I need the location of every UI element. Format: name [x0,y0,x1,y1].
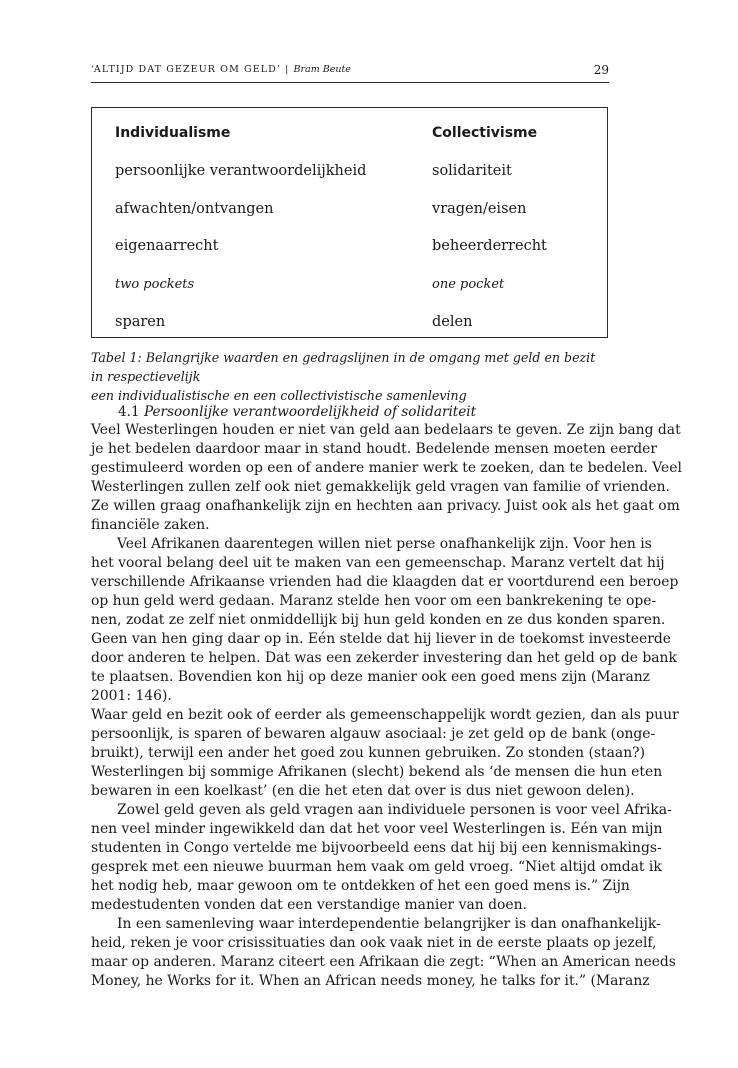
body-line: nen veel minder ingewikkeld dan dat het voor veel Westerlingen is. Eén van mijn [91,821,663,837]
body-line: Veel Westerlingen houden er niet van geld aan bedelaars te geven. Ze zijn bang dat [91,422,681,438]
body-line: te plaatsen. Bovendien kon hij op deze manier ook een goed mens zijn (Maranz [91,669,650,685]
body-line: Westerlingen bij sommige Afrikanen (slecht) bekend als ‘de mensen die hun eten [91,764,663,780]
body-line: verschillende Afrikaanse vrienden had die klaagden dat er voortdurend een beroep [91,574,679,590]
body-line: door anderen te helpen. Dat was een zekerder investering dan het geld op de bank [91,650,677,666]
table-cell-left: eigenaarrecht [115,238,219,254]
table-cell-left: sparen [115,314,166,330]
body-line: Zowel geld geven als geld vragen aan individuele personen is voor veel Afrika- [117,802,672,818]
body-line: Money, he Works for it. When an African needs money, he talks for it.” (Maranz [91,973,650,989]
body-line: Waar geld en bezit ook of eerder als gemeenschappelijk wordt gezien, dan als puur [91,707,679,723]
table-cell-right: beheerderrecht [432,238,547,254]
table-cell-left: afwachten/ontvangen [115,201,274,217]
table-caption [91,348,611,405]
body-line: In een samenleving waar interdependentie belangrijker is dan onafhankelijk- [117,916,661,932]
body-line: bewaren in een koelkast’ (en die het eten dat over is dus niet gewoon delen). [91,783,635,799]
caption-line: een individualistische en een collectivistische samenleving [91,388,467,403]
body-line: maar op anderen. Maranz citeert een Afrikaan die zegt: “When an American needs [91,954,676,970]
table-cell-left: two pockets [115,277,195,292]
body-line: op hun geld werd gedaan. Maranz stelde hen voor om een bankrekening te ope- [91,593,657,609]
body-line: financiële zaken. [91,517,210,533]
table-cell-left: persoonlijke verantwoordelijkheid [115,163,367,179]
table-cell-right: vragen/eisen [432,201,527,217]
body-line: Westerlingen zullen zelf ook niet gemakkelijk geld vragen van familie of vrienden. [91,479,670,495]
body-line: medestudenten vonden dat een verstandige manier van doen. [91,897,527,913]
body-line: Ze willen graag onafhankelijk zijn en hechten aan privacy. Juist ook als het gaat om [91,498,680,514]
body-line: gestimuleerd worden op een of andere manier werk te zoeken, dan te bedelen. Veel [91,460,682,476]
running-header [91,62,609,83]
section-title: Persoonlijke verantwoordelijkheid of solidariteit [143,404,477,420]
table-cell-right: delen [432,314,473,330]
caption-line: Tabel 1: Belangrijke waarden en gedragslijnen in de omgang met geld en bezit in respectievelijk [91,350,596,384]
page-number: 29 [593,63,609,77]
body-line: je het bedelen daardoor maar in stand houdt. Bedelende mensen moeten eerder [91,441,658,457]
body-line: Veel Afrikanen daarentegen willen niet perse onafhankelijk zijn. Voor hen is [117,536,652,552]
body-line: 2001: 146). [91,688,172,704]
body-text [91,421,682,991]
table-header-collectivism: Collectivisme [432,125,538,141]
body-line: het vooral belang deel uit te maken van een gemeenschap. Maranz vertelt dat hij [91,555,665,571]
body-line: bruikt), terwijl een ander het goed zou kunnen gebruiken. Zo stonden (staan?) [91,745,646,761]
running-head-author: Bram Beute [293,64,351,75]
body-line: Geen van hen ging daar op in. Eén stelde dat hij liever in de toekomst investeerde [91,631,671,647]
table-cell-right: solidariteit [432,163,512,179]
body-line: heid, reken je voor crisissituaties dan ook vaak niet in de eerste plaats op jezelf, [91,935,657,951]
body-line: het nodig heb, maar gewoon om te ontdekken of het een goed mens is.” Zijn [91,878,630,894]
running-head-title: ‘ALTIJD DAT GEZEUR OM GELD’ | Bram Beute [91,64,351,75]
table-cell-right: one pocket [432,277,505,292]
table-header-individualism: Individualisme [115,125,231,141]
body-line: nen, zodat ze zelf niet onmiddellijk bij hun geld konden en ze dus konden sparen. [91,612,666,628]
values-table [91,107,608,338]
section-number: 4.1 [118,404,140,420]
section-heading [118,404,476,420]
body-line: gesprek met een nieuwe buurman hem vaak om geld vroeg. “Niet altijd omdat ik [91,859,662,875]
body-line: persoonlijk, is sparen of bewaren algauw asociaal: je zet geld op de bank (onge- [91,726,656,742]
body-line: studenten in Congo vertelde me bijvoorbeeld eens dat hij bij een kennismakings- [91,840,662,856]
